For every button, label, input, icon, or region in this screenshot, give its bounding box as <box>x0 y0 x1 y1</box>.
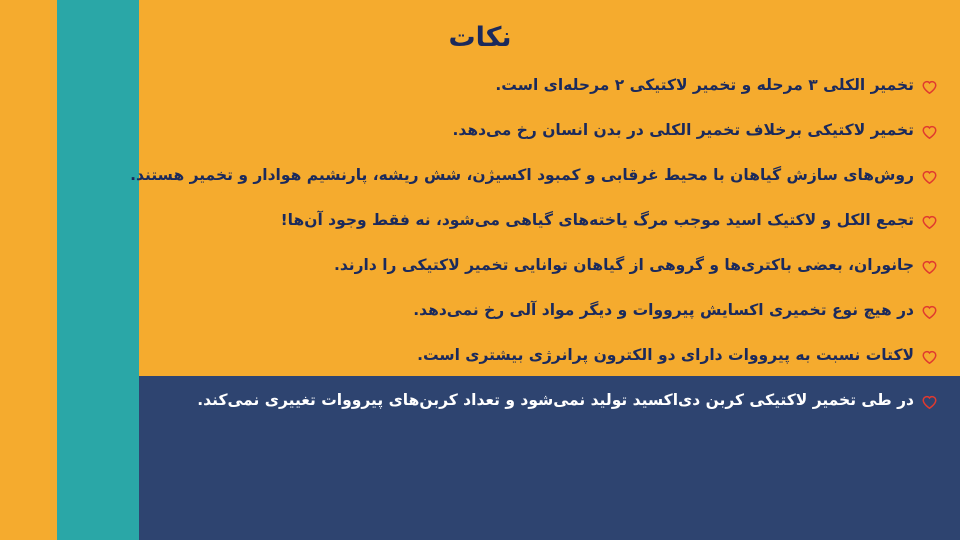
heart-bullet-icon <box>916 210 942 232</box>
list-item-label: جانوران، بعضی باکتری‌ها و گروهی از گیاهان توانایی تخمیر لاکتیکی را دارند. <box>333 256 914 274</box>
list-item-label: در طی تخمیر لاکتیکی کربن دی‌اکسید تولید نمی‌شود و تعداد کربن‌های پیرووات تغییری نمی‌کند. <box>197 391 914 409</box>
list-item-label: تخمیر الکلی ۳ مرحله و تخمیر لاکتیکی ۲ مرحله‌ای است. <box>495 76 914 94</box>
list-item-label: تخمیر لاکتیکی برخلاف تخمیر الکلی در بدن انسان رخ می‌دهد. <box>452 121 914 139</box>
bullet-list <box>18 74 942 434</box>
heart-bullet-icon <box>916 255 942 277</box>
heart-bullet-icon <box>916 390 942 412</box>
heart-bullet-icon <box>916 300 942 322</box>
list-item <box>18 344 942 389</box>
list-item-label: تجمع الکل و لاکتیک اسید موجب مرگ یاخته‌های گیاهی می‌شود، نه فقط وجود آن‌ها! <box>280 211 914 229</box>
slide-title: نکات <box>448 22 512 53</box>
list-item-label: روش‌های سازش گیاهان با محیط غرقابی و کمبود اکسیژن، شش ریشه، پارنشیم هوادار و تخمیر هستند. <box>130 166 914 184</box>
list-item <box>18 74 942 119</box>
list-item <box>18 299 942 344</box>
heart-bullet-icon <box>916 120 942 142</box>
list-item <box>18 389 942 434</box>
list-item <box>18 209 942 254</box>
heart-bullet-icon <box>916 75 942 97</box>
list-item-label: در هیچ نوع تخمیری اکسایش پیرووات و دیگر مواد آلی رخ نمی‌دهد. <box>413 301 914 319</box>
heart-bullet-icon <box>916 345 942 367</box>
list-item <box>18 164 942 209</box>
list-item <box>18 254 942 299</box>
list-item-label: لاکتات نسبت به پیرووات دارای دو الکترون پرانرژی بیشتری است. <box>417 346 914 364</box>
heart-bullet-icon <box>916 165 942 187</box>
list-item <box>18 119 942 164</box>
